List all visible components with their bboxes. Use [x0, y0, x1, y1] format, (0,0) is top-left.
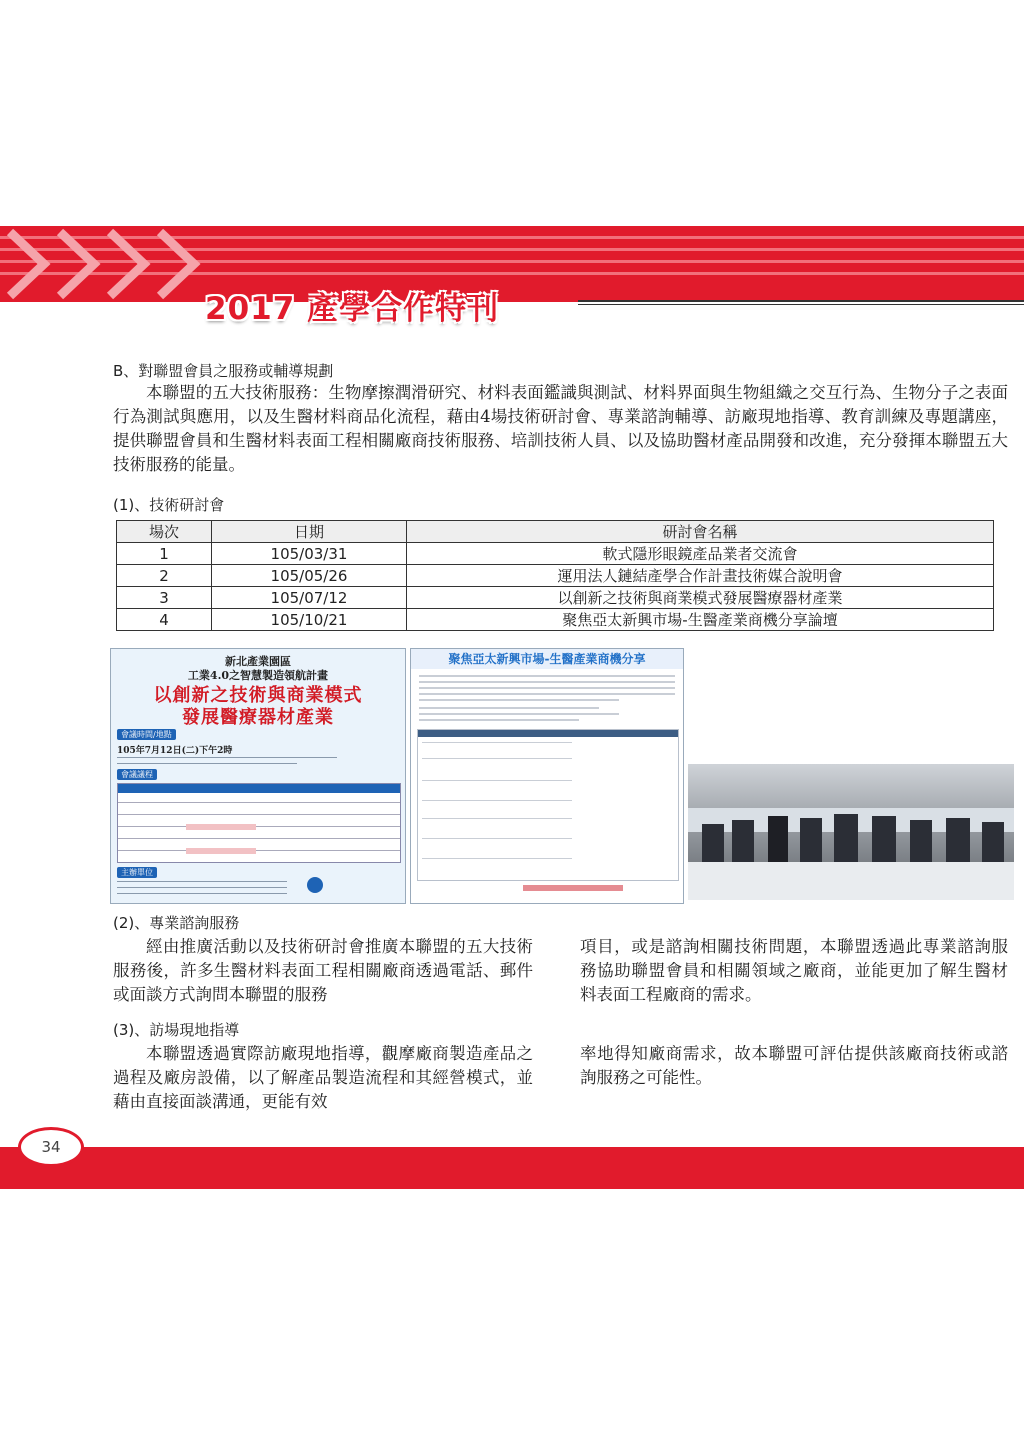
text-placeholder — [419, 699, 619, 701]
seminar-poster-asia-pacific — [410, 648, 684, 904]
table-cell: 3 — [117, 587, 212, 609]
table-cell: 105/03/31 — [212, 543, 407, 565]
agenda-divider — [422, 758, 572, 759]
agenda-divider — [422, 818, 572, 819]
agenda-table — [417, 729, 679, 881]
agenda-highlight — [186, 824, 256, 830]
visits-heading: (3)、訪場現地指導 — [113, 1021, 240, 1039]
agenda-highlight — [186, 848, 256, 854]
consulting-heading: (2)、專業諮詢服務 — [113, 914, 240, 932]
text-placeholder — [117, 881, 287, 882]
text-placeholder — [117, 887, 287, 888]
seminar-poster-innovation — [110, 648, 406, 904]
text-placeholder — [419, 693, 675, 695]
agenda-divider — [422, 800, 572, 801]
page-number: 34 — [18, 1127, 84, 1167]
table-cell: 105/10/21 — [212, 609, 407, 631]
page-title: 2017 產學合作特刊 — [205, 291, 500, 327]
visits-left-paragraph: 本聯盟透過實際訪廠現地指導，觀摩廠商製造產品之過程及廠房設備，以了解產品製造流程和其經營模式，並藉由直接面談溝通，更能有效 — [113, 1044, 533, 1111]
column-header: 場次 — [117, 521, 212, 543]
table-cell: 2 — [117, 565, 212, 587]
agenda-divider — [422, 838, 572, 839]
agenda-header — [118, 784, 400, 793]
table-cell: 1 — [117, 543, 212, 565]
header-banner — [0, 226, 1024, 302]
column-header: 研討會名稱 — [407, 521, 994, 543]
text-placeholder — [419, 675, 675, 677]
footer-bar — [0, 1147, 1024, 1189]
text-placeholder — [117, 893, 287, 894]
title-rule — [578, 300, 1024, 302]
poster-line: 工業4.0之智慧製造領航計畫 — [187, 669, 329, 682]
logo-icon — [307, 877, 323, 893]
table-cell: 105/07/12 — [212, 587, 407, 609]
agenda-divider — [118, 814, 400, 815]
table-cell: 軟式隱形眼鏡產品業者交流會 — [407, 543, 994, 565]
signing-ceremony-photo — [688, 764, 1014, 900]
agenda-divider — [118, 838, 400, 839]
text-placeholder — [117, 757, 337, 758]
table-row — [117, 609, 994, 631]
poster-tag: 主辦單位 — [117, 867, 157, 878]
agenda-divider — [118, 802, 400, 803]
poster-title: 聚焦亞太新興市場-生醫產業商機分享 — [411, 649, 683, 669]
table-cell: 運用法人鏈結產學合作計畫技術媒合說明會 — [407, 565, 994, 587]
table-row — [117, 587, 994, 609]
consulting-right-paragraph: 項目，或是諮詢相關技術問題，本聯盟透過此專業諮詢服務協助聯盟會員和相關領域之廠商，並能更加了解生醫材料表面工程廠商的需求。 — [580, 937, 1008, 1004]
table-cell: 以創新之技術與商業模式發展醫療器材產業 — [407, 587, 994, 609]
text-placeholder — [419, 681, 675, 683]
agenda-header — [418, 730, 678, 737]
column-header: 日期 — [212, 521, 407, 543]
section-paragraph: 本聯盟的五大技術服務：生物摩擦潤滑研究、材料表面鑑識與測試、材料界面與生物組織之交互行為、生物分子之表面行為測試與應用，以及生醫材料商品化流程，藉由4場技術研討會、專業諮詢輔導、訪廠現地指導、教育訓練及專題講座，提供聯盟會員和生醫材料表面工程相關廠商技術服務、培訓技術人員、以及協助醫材產品開發和改進，充分發揮本聯盟五大技術服務的能量。 — [113, 383, 1008, 474]
table-row — [117, 565, 994, 587]
poster-headline: 以創新之技術與商業模式 — [153, 685, 363, 706]
section-heading: B、對聯盟會員之服務或輔導規劃 — [113, 362, 334, 380]
signed-documents — [688, 862, 1014, 900]
table-cell: 4 — [117, 609, 212, 631]
agenda-divider — [422, 858, 572, 859]
seminars-heading: (1)、技術研討會 — [113, 496, 225, 514]
visits-right-paragraph: 率地得知廠商需求，故本聯盟可評估提供該廠商技術或諮詢服務之可能性。 — [580, 1044, 1008, 1087]
poster-headline: 發展醫療器材產業 — [182, 707, 334, 728]
text-placeholder — [419, 707, 599, 709]
consulting-left-paragraph: 經由推廣活動以及技術研討會推廣本聯盟的五大技術服務後，許多生醫材料表面工程相關廠商透過電話、郵件或面談方式詢問本聯盟的服務 — [113, 937, 533, 1004]
table-cell: 105/05/26 — [212, 565, 407, 587]
seminar-table — [116, 520, 994, 631]
poster-line: 新北產業園區 — [225, 655, 291, 668]
poster-banner-text — [523, 885, 623, 891]
poster-date: 105年7月12日(二)下午2時 — [117, 746, 233, 756]
agenda-divider — [422, 780, 572, 781]
poster-tag: 會議時間/地點 — [117, 729, 176, 740]
poster-tag: 會議議程 — [117, 769, 157, 780]
agenda-divider — [118, 850, 400, 851]
text-placeholder — [117, 763, 297, 764]
table-cell: 聚焦亞太新興市場-生醫產業商機分享論壇 — [407, 609, 994, 631]
table-header-row — [117, 521, 994, 543]
agenda-divider — [118, 826, 400, 827]
text-placeholder — [419, 713, 619, 715]
agenda-divider — [422, 742, 572, 743]
text-placeholder — [419, 687, 675, 689]
table-row — [117, 543, 994, 565]
agenda-table — [117, 783, 401, 863]
title-rule — [578, 304, 1024, 305]
text-placeholder — [419, 719, 579, 721]
